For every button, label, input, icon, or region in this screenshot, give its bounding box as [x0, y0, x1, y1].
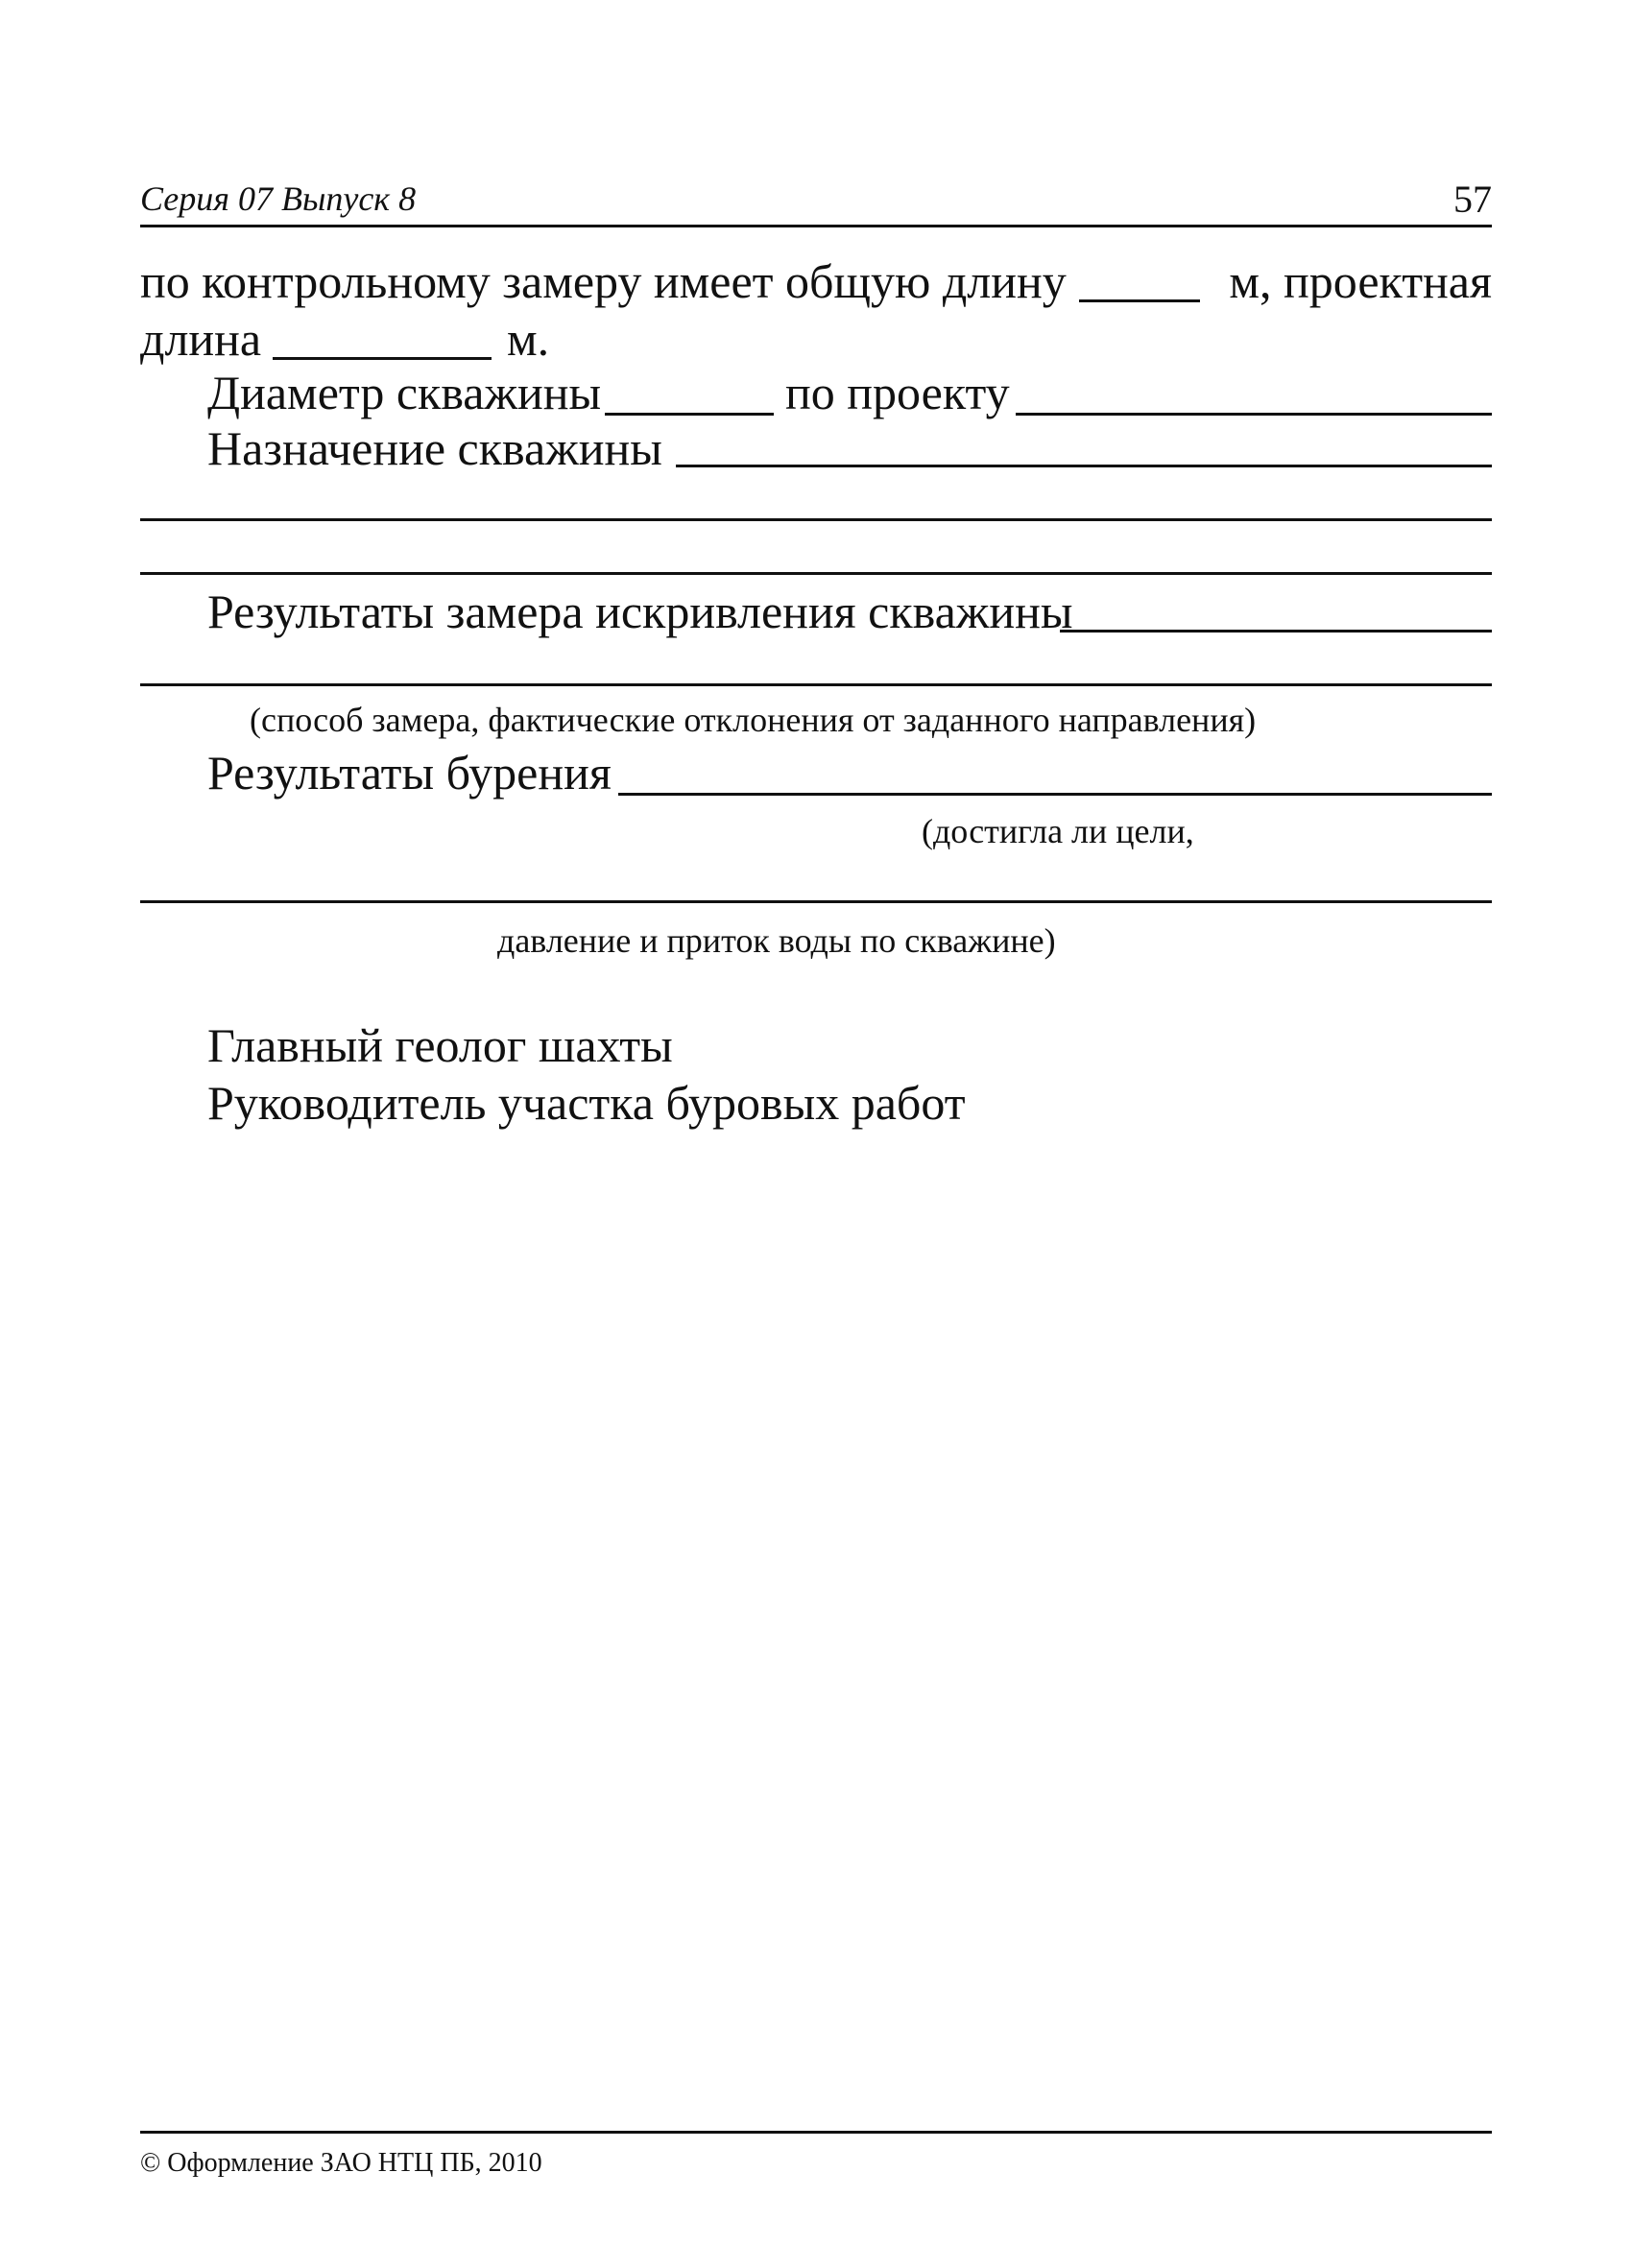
design-text: м, проектная [1229, 254, 1492, 308]
footer-copyright: © Оформление ЗАО НТЦ ПБ, 2010 [140, 2148, 542, 2178]
drilling-field-line-2[interactable] [140, 900, 1492, 903]
purpose-field-line-2[interactable] [140, 518, 1492, 521]
curvature-label: Результаты замера искривления скважины [207, 585, 1073, 638]
length-text: по контрольному замеру имеет общую длину [140, 254, 1067, 308]
drilling-hint-1: (достигла ли цели, [922, 812, 1194, 850]
curvature-hint: (способ замера, фактические отклонения от заданного направления) [250, 701, 1257, 739]
meters-unit: м. [507, 312, 550, 366]
design-length-field[interactable] [273, 357, 492, 360]
curvature-field[interactable] [1060, 630, 1492, 633]
length-label: длина [140, 312, 262, 366]
diameter-label: Диаметр скважины [207, 366, 602, 419]
footer-rule [140, 2131, 1492, 2134]
chief-geologist-label: Главный геолог шахты [207, 1018, 673, 1072]
header-rule [140, 225, 1492, 227]
by-project-label: по проекту [785, 366, 1010, 419]
purpose-field[interactable] [676, 465, 1492, 467]
purpose-label: Назначение скважины [207, 421, 662, 475]
drilling-head-label: Руководитель участка буровых работ [207, 1076, 966, 1130]
total-length-field[interactable] [1079, 299, 1200, 302]
drilling-label: Результаты бурения [207, 746, 612, 800]
drilling-hint-2: давление и приток воды по скважине) [497, 921, 1056, 960]
curvature-field-line-2[interactable] [140, 683, 1492, 686]
page-number: 57 [1453, 178, 1492, 221]
drilling-field[interactable] [618, 793, 1492, 796]
diameter-project-field[interactable] [1016, 413, 1492, 416]
purpose-field-line-3[interactable] [140, 572, 1492, 575]
diameter-field[interactable] [605, 413, 774, 416]
running-header: Серия 07 Выпуск 8 [140, 179, 417, 218]
